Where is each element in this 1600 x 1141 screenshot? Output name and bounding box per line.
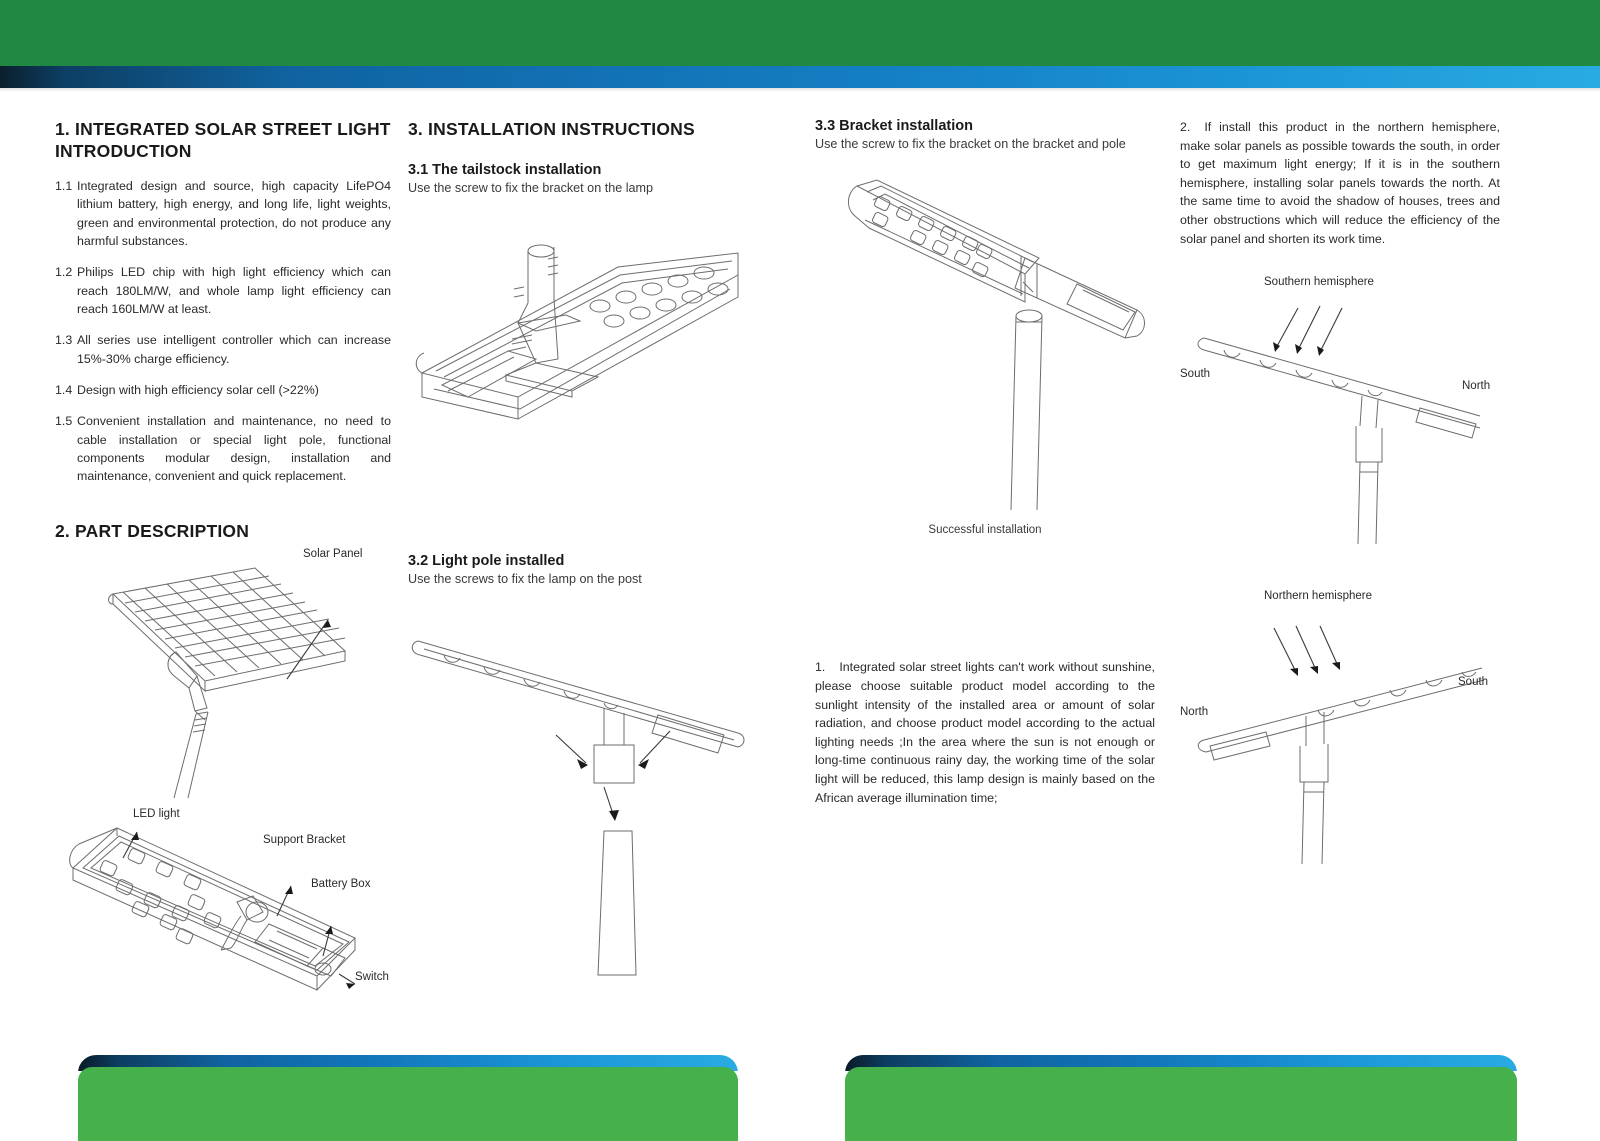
- note-1: [815, 658, 1155, 807]
- section-2-heading: 2. PART DESCRIPTION: [55, 520, 250, 541]
- header-blue-gradient-bar: [0, 66, 1600, 88]
- column-introduction: [55, 118, 391, 1006]
- label-switch: Switch: [355, 971, 389, 984]
- item-number: 1.5: [55, 414, 73, 429]
- label-battery-box: Battery Box: [311, 878, 371, 891]
- footer-block-left: [78, 1055, 738, 1141]
- column-hemisphere-notes: [1180, 118, 1500, 880]
- label-northern-hemisphere: Northern hemisphere: [1264, 590, 1373, 603]
- section-3-2-title: 3.2 Light pole installed: [408, 552, 565, 569]
- item-text: All series use intelligent controller which can increase 15%-30% charge efficiency.: [77, 333, 391, 366]
- footer-green-left: [78, 1067, 738, 1141]
- figure-solar-panel-assembly: [55, 548, 391, 798]
- section-3-3-title: 3.3 Bracket installation: [815, 118, 973, 134]
- list-item: [55, 331, 391, 368]
- tailstock-drawing: [408, 211, 748, 531]
- item-text: Convenient installation and maintenance, no need to cable installation or special light pole, functional components modular design, installation and maintenance, convenient and quick replacement.: [77, 414, 391, 484]
- column-bracket-installation: [815, 118, 1155, 807]
- item-text: Philips LED chip with high light efficiency which can reach 180LM/W, and whole lamp light efficiency can reach 160LM/W at least.: [77, 265, 391, 316]
- label-support-bracket: Support Bracket: [263, 834, 346, 847]
- figure-light-pole-installed: [408, 605, 748, 1005]
- item-text: Design with high efficiency solar cell (>22%): [77, 383, 319, 398]
- label-southern-north: North: [1462, 380, 1491, 393]
- solar-panel-drawing: [55, 548, 395, 798]
- note-2-text: If install this product in the northern hemisphere, make solar panels as possible towards the south, in order to get maximum light energy; If it is in the southern hemisphere, installing solar panels towards the north. At the same time to avoid the shadow of houses, trees and other obstructions which will reduce the efficiency of the solar panel and shorten its work time.: [1180, 120, 1500, 246]
- label-led-light: LED light: [133, 808, 180, 821]
- label-solar-panel: Solar Panel: [303, 548, 363, 561]
- section-3-1-title: 3.1 The tailstock installation: [408, 162, 602, 179]
- note-1-text: Integrated solar street lights can't work without sunshine, please choose suitable product model according to the sunlight intensity of the installed area or amount of solar radiation, and choose product model according to the actual lighting needs ;In the area where the sun is not enough or long-time continuous rainy day, the working time of the solar light will be reduced, this lamp design is mainly based on the African average illumination time;: [815, 660, 1155, 805]
- label-southern-south: South: [1180, 368, 1211, 381]
- item-number: 1.2: [55, 265, 73, 280]
- note-1-number: 1.: [815, 660, 826, 675]
- column-installation-instructions: [408, 118, 748, 1005]
- item-number: 1.4: [55, 383, 73, 398]
- note-2: [1180, 118, 1500, 248]
- figure-southern-hemisphere: [1180, 276, 1500, 566]
- street-light-drawing: [815, 170, 1155, 520]
- item-number: 1.3: [55, 333, 73, 348]
- list-item: [55, 381, 391, 399]
- label-southern-hemisphere: Southern hemisphere: [1264, 276, 1374, 289]
- footer-green-right: [845, 1067, 1517, 1141]
- section-3-2-desc: Use the screws to fix the lamp on the post: [408, 571, 642, 586]
- southern-hemisphere-drawing: [1180, 276, 1500, 566]
- caption-successful-installation: Successful installation: [928, 524, 1042, 537]
- label-northern-south: South: [1458, 676, 1489, 689]
- northern-hemisphere-drawing: [1180, 590, 1500, 880]
- list-item: [55, 412, 391, 485]
- footer-block-right: [845, 1055, 1517, 1141]
- header-shadow: [0, 88, 1600, 92]
- note-2-number: 2.: [1180, 120, 1191, 134]
- list-item: [55, 177, 391, 250]
- figure-lamp-part-description: [55, 806, 391, 1006]
- section-3-heading: 3. INSTALLATION INSTRUCTIONS: [408, 119, 695, 139]
- light-pole-drawing: [408, 605, 748, 1005]
- figure-tailstock-installation: [408, 211, 748, 531]
- figure-bracket-installation: [815, 170, 1155, 520]
- label-northern-north: North: [1180, 706, 1209, 719]
- section-3-3-desc: Use the screw to fix the bracket on the bracket and pole: [815, 137, 1126, 151]
- figure-northern-hemisphere: [1180, 590, 1500, 880]
- item-number: 1.1: [55, 178, 73, 193]
- list-item: [55, 263, 391, 318]
- section-3-1-desc: Use the screw to fix the bracket on the lamp: [408, 181, 653, 196]
- item-text: Integrated design and source, high capacity LifePO4 lithium battery, high energy, and long life, light weights, green and environmental protection, do not produce any harmful substances.: [77, 178, 391, 248]
- section-1-heading: 1. INTEGRATED SOLAR STREET LIGHT INTRODUCTION: [55, 119, 391, 162]
- header-green-bar: [0, 0, 1600, 66]
